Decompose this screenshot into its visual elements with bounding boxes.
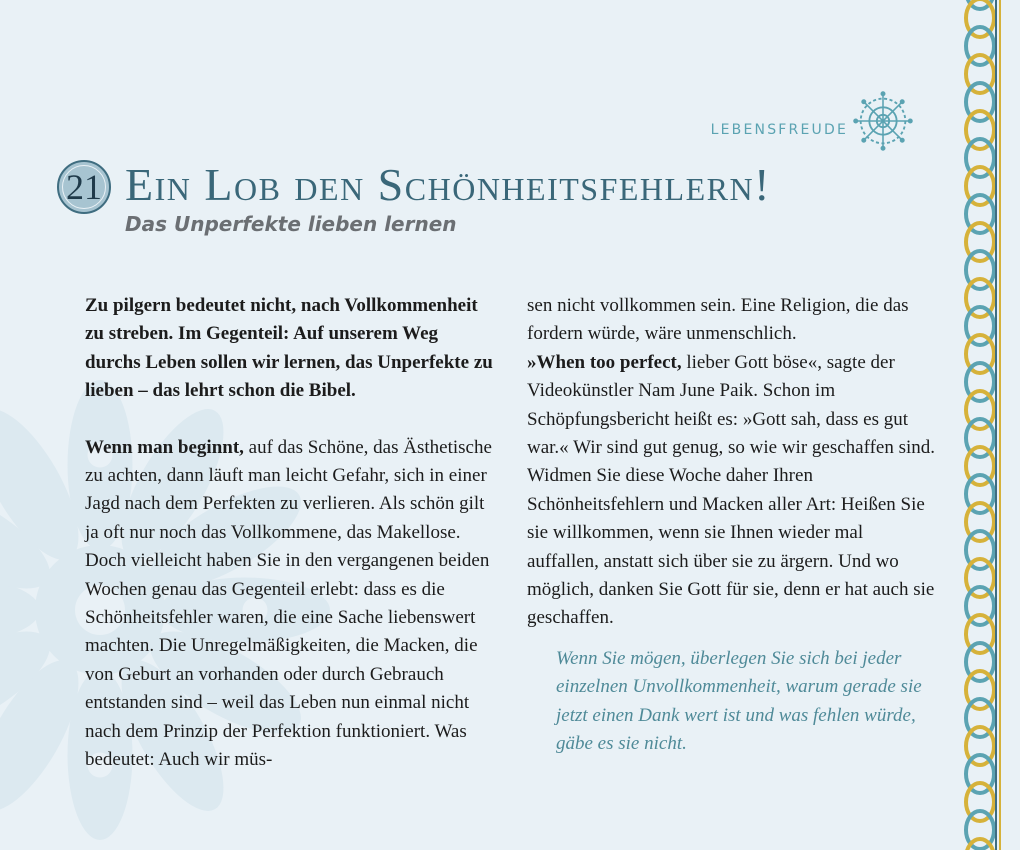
chain-border-decoration [960, 0, 1002, 850]
body-paragraph-quote [527, 349, 937, 633]
lead-paragraph: Zu pilgern bedeutet nicht, nach Vollkommenheit zu streben. Im Gegenteil: Auf unserem Weg durchs Leben sollen wir lernen, das Unperfekte zu lieben – das lehrt schon die Bibel. [85, 295, 493, 402]
reflection-hint: Wenn Sie mögen, überlegen Sie sich bei jeder einzelnen Unvollkommenheit, warum gerade sie jetzt einen Dank wert ist und was fehlen würde, gäbe es sie nicht. [556, 647, 922, 755]
run-in-text: Wenn man beginnt, [85, 436, 244, 458]
snowflake-icon [852, 90, 914, 152]
body-paragraph [85, 434, 495, 775]
paragraph-text: auf das Schöne, das Ästhetische zu achten, dann läuft man leicht Gefahr, sich in einer Jagd nach dem Perfekten zu verlieren. Als schön gilt ja oft nur noch das Vollkommene, das Makellose. Doch vielleicht haben Sie in den vergangenen beiden Wochen genau das Gegenteil erlebt: dass es die Schönheitsfehler waren, die eine Sache liebenswert machten. Die Unregelmäßigkeiten, die Macken, die von Geburt an vorhanden oder durch Gebrauch entstanden sind – weil das Leben nun einmal nicht nach dem Prinzip der Perfektion funktioniert. Was bedeutet: Auch wir müs- [85, 436, 492, 771]
section-category: LEBENSFREUDE [710, 122, 848, 138]
text-column-right [527, 292, 937, 759]
chapter-title: Ein Lob den Schönheitsfehlern! [125, 159, 771, 210]
body-paragraph-continued: sen nicht vollkommen sein. Eine Religion, die das fordern würde, wäre unmenschlich. [527, 295, 909, 345]
chapter-subtitle: Das Unperfekte lieben lernen [125, 212, 457, 236]
chapter-number-badge: 21 [57, 160, 111, 214]
text-column-left [85, 292, 495, 775]
paragraph-text: lieber Gott böse«, sagte der Videokünstler Nam June Paik. Schon im Schöpfungsbericht heißt es: »Gott sah, dass es gut war.« Wir sind gut genug, so wie wir geschaffen sind. Widmen Sie diese Woche daher Ihren Schönheitsfehlern und Macken aller Art: Heißen Sie sie willkommen, wenn sie Ihnen wieder mal auffallen, anstatt sich über sie zu ärgern. Und wo möglich, danken Sie Gott für sie, denn er hat auch sie geschaffen. [527, 351, 936, 629]
quote-run-in: »When too perfect, [527, 351, 682, 373]
